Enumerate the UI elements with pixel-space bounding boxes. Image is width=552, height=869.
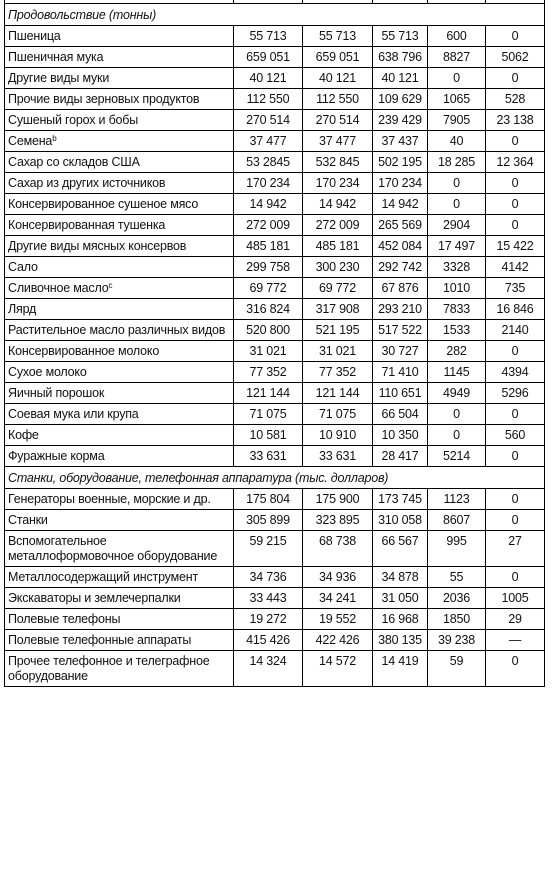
value-cell: 170 234 — [373, 173, 428, 194]
value-cell: 40 121 — [373, 68, 428, 89]
item-name: Полевые телефоны — [8, 612, 121, 626]
item-name-cell — [5, 152, 234, 173]
value-cell: 2140 — [486, 320, 545, 341]
value-cell: 40 — [428, 131, 486, 152]
item-name: Генераторы военные, морские и др. — [8, 492, 211, 506]
value-cell: 0 — [486, 215, 545, 236]
value-cell: 521 195 — [303, 320, 373, 341]
value-cell: 173 745 — [373, 489, 428, 510]
value-cell: 270 514 — [303, 110, 373, 131]
value-cell: 34 241 — [303, 588, 373, 609]
value-cell: 292 742 — [373, 257, 428, 278]
item-name: Консервированная тушенка — [8, 218, 166, 232]
footnote-marker: b — [52, 134, 57, 143]
value-cell: 69 772 — [234, 278, 303, 299]
value-cell: 66 504 — [373, 404, 428, 425]
item-name-cell — [5, 362, 234, 383]
value-cell: 14 572 — [303, 651, 373, 687]
value-cell: 23 138 — [486, 110, 545, 131]
item-name-cell — [5, 425, 234, 446]
item-name-cell — [5, 110, 234, 131]
value-cell: 27 — [486, 531, 545, 567]
table-row — [5, 26, 545, 47]
value-cell: 659 051 — [303, 47, 373, 68]
section-header-row — [5, 4, 545, 26]
value-cell: 40 121 — [234, 68, 303, 89]
value-cell: 380 135 — [373, 630, 428, 651]
value-cell: 16 968 — [373, 609, 428, 630]
value-cell: 8827 — [428, 47, 486, 68]
value-cell: 18 285 — [428, 152, 486, 173]
value-cell: 0 — [486, 446, 545, 467]
value-cell: 1145 — [428, 362, 486, 383]
value-cell: 0 — [428, 194, 486, 215]
value-cell: 2036 — [428, 588, 486, 609]
item-name-cell — [5, 404, 234, 425]
item-name: Сало — [8, 260, 38, 274]
value-cell: 1533 — [428, 320, 486, 341]
value-cell: 1065 — [428, 89, 486, 110]
value-cell: 12 364 — [486, 152, 545, 173]
value-cell: 0 — [486, 341, 545, 362]
item-name: Пшеница — [8, 29, 61, 43]
value-cell: 7905 — [428, 110, 486, 131]
value-cell: 0 — [486, 194, 545, 215]
item-name: Полевые телефонные аппараты — [8, 633, 192, 647]
value-cell: 0 — [428, 404, 486, 425]
value-cell: 71 075 — [303, 404, 373, 425]
value-cell: 5062 — [486, 47, 545, 68]
value-cell: 2904 — [428, 215, 486, 236]
value-cell: 33 631 — [234, 446, 303, 467]
value-cell: 735 — [486, 278, 545, 299]
value-cell: 638 796 — [373, 47, 428, 68]
value-cell: 282 — [428, 341, 486, 362]
table-row — [5, 89, 545, 110]
item-name: Прочее телефонное и телеграфное оборудование — [8, 654, 210, 683]
value-cell: 66 567 — [373, 531, 428, 567]
value-cell: 1010 — [428, 278, 486, 299]
value-cell: 1005 — [486, 588, 545, 609]
value-cell: 19 272 — [234, 609, 303, 630]
item-name: Семена — [8, 134, 53, 148]
table-row — [5, 446, 545, 467]
value-cell: 317 908 — [303, 299, 373, 320]
value-cell: 33 631 — [303, 446, 373, 467]
value-cell: 7833 — [428, 299, 486, 320]
value-cell: 33 443 — [234, 588, 303, 609]
value-cell: 31 021 — [234, 341, 303, 362]
value-cell: 67 876 — [373, 278, 428, 299]
item-name-cell — [5, 257, 234, 278]
table-row — [5, 215, 545, 236]
item-name-cell — [5, 89, 234, 110]
value-cell: 16 846 — [486, 299, 545, 320]
value-cell: 659 051 — [234, 47, 303, 68]
item-name-cell — [5, 194, 234, 215]
value-cell: 170 234 — [303, 173, 373, 194]
table-row — [5, 567, 545, 588]
item-name-cell — [5, 609, 234, 630]
value-cell: 59 215 — [234, 531, 303, 567]
value-cell: 175 900 — [303, 489, 373, 510]
value-cell: 0 — [486, 651, 545, 687]
value-cell: 68 738 — [303, 531, 373, 567]
value-cell: 14 942 — [303, 194, 373, 215]
value-cell: 14 419 — [373, 651, 428, 687]
item-name: Лярд — [8, 302, 37, 316]
table-row — [5, 404, 545, 425]
value-cell: 0 — [486, 489, 545, 510]
item-name: Другие виды мясных консервов — [8, 239, 187, 253]
value-cell: 71 075 — [234, 404, 303, 425]
table-row — [5, 510, 545, 531]
value-cell: 34 878 — [373, 567, 428, 588]
value-cell: 10 581 — [234, 425, 303, 446]
value-cell: 77 352 — [303, 362, 373, 383]
item-name: Вспомогательное металлоформовочное оборудование — [8, 534, 218, 563]
value-cell: 4949 — [428, 383, 486, 404]
value-cell: 37 437 — [373, 131, 428, 152]
table-row — [5, 278, 545, 299]
value-cell: 10 350 — [373, 425, 428, 446]
value-cell: 0 — [486, 567, 545, 588]
table-row — [5, 651, 545, 687]
value-cell: 485 181 — [234, 236, 303, 257]
value-cell: 14 324 — [234, 651, 303, 687]
value-cell: 30 727 — [373, 341, 428, 362]
item-name-cell — [5, 26, 234, 47]
table-row — [5, 630, 545, 651]
value-cell: 34 736 — [234, 567, 303, 588]
value-cell: 37 477 — [234, 131, 303, 152]
value-cell: 310 058 — [373, 510, 428, 531]
value-cell: 323 895 — [303, 510, 373, 531]
value-cell: 299 758 — [234, 257, 303, 278]
value-cell: 34 936 — [303, 567, 373, 588]
item-name: Кофе — [8, 428, 39, 442]
value-cell: 300 230 — [303, 257, 373, 278]
table-row — [5, 257, 545, 278]
item-name: Сахар со складов США — [8, 155, 140, 169]
value-cell: 37 477 — [303, 131, 373, 152]
item-name: Пшеничная мука — [8, 50, 104, 64]
value-cell: 28 417 — [373, 446, 428, 467]
value-cell: 502 195 — [373, 152, 428, 173]
item-name-cell — [5, 489, 234, 510]
item-name-cell — [5, 215, 234, 236]
value-cell: 4142 — [486, 257, 545, 278]
table-row — [5, 609, 545, 630]
item-name: Другие виды муки — [8, 71, 110, 85]
item-name: Консервированное сушеное мясо — [8, 197, 199, 211]
table-row — [5, 588, 545, 609]
value-cell: 293 210 — [373, 299, 428, 320]
item-name-cell — [5, 383, 234, 404]
value-cell: 0 — [428, 425, 486, 446]
value-cell: 112 550 — [234, 89, 303, 110]
value-cell: 170 234 — [234, 173, 303, 194]
value-cell: 517 522 — [373, 320, 428, 341]
value-cell: 995 — [428, 531, 486, 567]
item-name-cell — [5, 299, 234, 320]
value-cell: 17 497 — [428, 236, 486, 257]
item-name: Прочие виды зерновых продуктов — [8, 92, 200, 106]
item-name: Сухое молоко — [8, 365, 87, 379]
item-name: Металлосодержащий инструмент — [8, 570, 198, 584]
value-cell: 600 — [428, 26, 486, 47]
section-title: Станки, оборудование, телефонная аппаратура (тыс. долларов) — [5, 467, 545, 489]
value-cell: 121 144 — [303, 383, 373, 404]
value-cell: 31 021 — [303, 341, 373, 362]
value-cell: 14 942 — [234, 194, 303, 215]
value-cell: 19 552 — [303, 609, 373, 630]
value-cell: 31 050 — [373, 588, 428, 609]
value-cell: 520 800 — [234, 320, 303, 341]
value-cell: — — [486, 630, 545, 651]
supply-table — [4, 0, 545, 687]
value-cell: 272 009 — [303, 215, 373, 236]
item-name: Консервированное молоко — [8, 344, 160, 358]
value-cell: 560 — [486, 425, 545, 446]
item-name: Фуражные корма — [8, 449, 105, 463]
item-name: Экскаваторы и землечерпалки — [8, 591, 181, 605]
item-name-cell — [5, 446, 234, 467]
table-row — [5, 383, 545, 404]
table-body — [5, 0, 545, 687]
item-name-cell — [5, 47, 234, 68]
item-name: Сливочное масло — [8, 281, 109, 295]
value-cell: 8607 — [428, 510, 486, 531]
item-name-cell — [5, 588, 234, 609]
table-row — [5, 299, 545, 320]
item-name-cell — [5, 567, 234, 588]
value-cell: 452 084 — [373, 236, 428, 257]
value-cell: 4394 — [486, 362, 545, 383]
value-cell: 121 144 — [234, 383, 303, 404]
item-name-cell — [5, 651, 234, 687]
table-row — [5, 362, 545, 383]
footnote-marker: c — [108, 281, 113, 290]
value-cell: 0 — [486, 404, 545, 425]
value-cell: 239 429 — [373, 110, 428, 131]
value-cell: 55 — [428, 567, 486, 588]
value-cell: 422 426 — [303, 630, 373, 651]
item-name-cell — [5, 278, 234, 299]
item-name-cell — [5, 320, 234, 341]
value-cell: 55 713 — [303, 26, 373, 47]
value-cell: 175 804 — [234, 489, 303, 510]
value-cell: 265 569 — [373, 215, 428, 236]
value-cell: 316 824 — [234, 299, 303, 320]
value-cell: 0 — [486, 131, 545, 152]
value-cell: 272 009 — [234, 215, 303, 236]
value-cell: 109 629 — [373, 89, 428, 110]
table-row — [5, 341, 545, 362]
item-name-cell — [5, 68, 234, 89]
value-cell: 55 713 — [234, 26, 303, 47]
section-header-row — [5, 467, 545, 489]
item-name-cell — [5, 131, 234, 152]
value-cell: 0 — [486, 26, 545, 47]
value-cell: 77 352 — [234, 362, 303, 383]
item-name-cell — [5, 236, 234, 257]
table-row — [5, 531, 545, 567]
value-cell: 40 121 — [303, 68, 373, 89]
value-cell: 305 899 — [234, 510, 303, 531]
value-cell: 53 2845 — [234, 152, 303, 173]
table-row — [5, 425, 545, 446]
table-row — [5, 320, 545, 341]
value-cell: 5214 — [428, 446, 486, 467]
value-cell: 29 — [486, 609, 545, 630]
item-name: Станки — [8, 513, 48, 527]
value-cell: 14 942 — [373, 194, 428, 215]
table-row — [5, 236, 545, 257]
table-row — [5, 173, 545, 194]
value-cell: 0 — [428, 173, 486, 194]
value-cell: 485 181 — [303, 236, 373, 257]
value-cell: 59 — [428, 651, 486, 687]
value-cell: 0 — [486, 510, 545, 531]
item-name-cell — [5, 341, 234, 362]
value-cell: 0 — [428, 68, 486, 89]
item-name-cell — [5, 531, 234, 567]
value-cell: 39 238 — [428, 630, 486, 651]
value-cell: 1123 — [428, 489, 486, 510]
value-cell: 0 — [486, 68, 545, 89]
table-row — [5, 68, 545, 89]
value-cell: 528 — [486, 89, 545, 110]
table-row — [5, 110, 545, 131]
table-row — [5, 194, 545, 215]
value-cell: 415 426 — [234, 630, 303, 651]
table-row — [5, 131, 545, 152]
value-cell: 69 772 — [303, 278, 373, 299]
value-cell: 5296 — [486, 383, 545, 404]
item-name: Соевая мука или крупа — [8, 407, 139, 421]
value-cell: 110 651 — [373, 383, 428, 404]
item-name: Сушеный горох и бобы — [8, 113, 139, 127]
value-cell: 10 910 — [303, 425, 373, 446]
item-name-cell — [5, 630, 234, 651]
value-cell: 55 713 — [373, 26, 428, 47]
table-row — [5, 47, 545, 68]
value-cell: 270 514 — [234, 110, 303, 131]
item-name-cell — [5, 510, 234, 531]
table-row — [5, 152, 545, 173]
value-cell: 15 422 — [486, 236, 545, 257]
item-name-cell — [5, 173, 234, 194]
item-name: Растительное масло различных видов — [8, 323, 226, 337]
value-cell: 71 410 — [373, 362, 428, 383]
value-cell: 3328 — [428, 257, 486, 278]
section-title: Продовольствие (тонны) — [5, 4, 545, 26]
value-cell: 1850 — [428, 609, 486, 630]
value-cell: 532 845 — [303, 152, 373, 173]
item-name: Яичный порошок — [8, 386, 105, 400]
value-cell: 112 550 — [303, 89, 373, 110]
table-row — [5, 489, 545, 510]
item-name: Сахар из других источников — [8, 176, 166, 190]
value-cell: 0 — [486, 173, 545, 194]
